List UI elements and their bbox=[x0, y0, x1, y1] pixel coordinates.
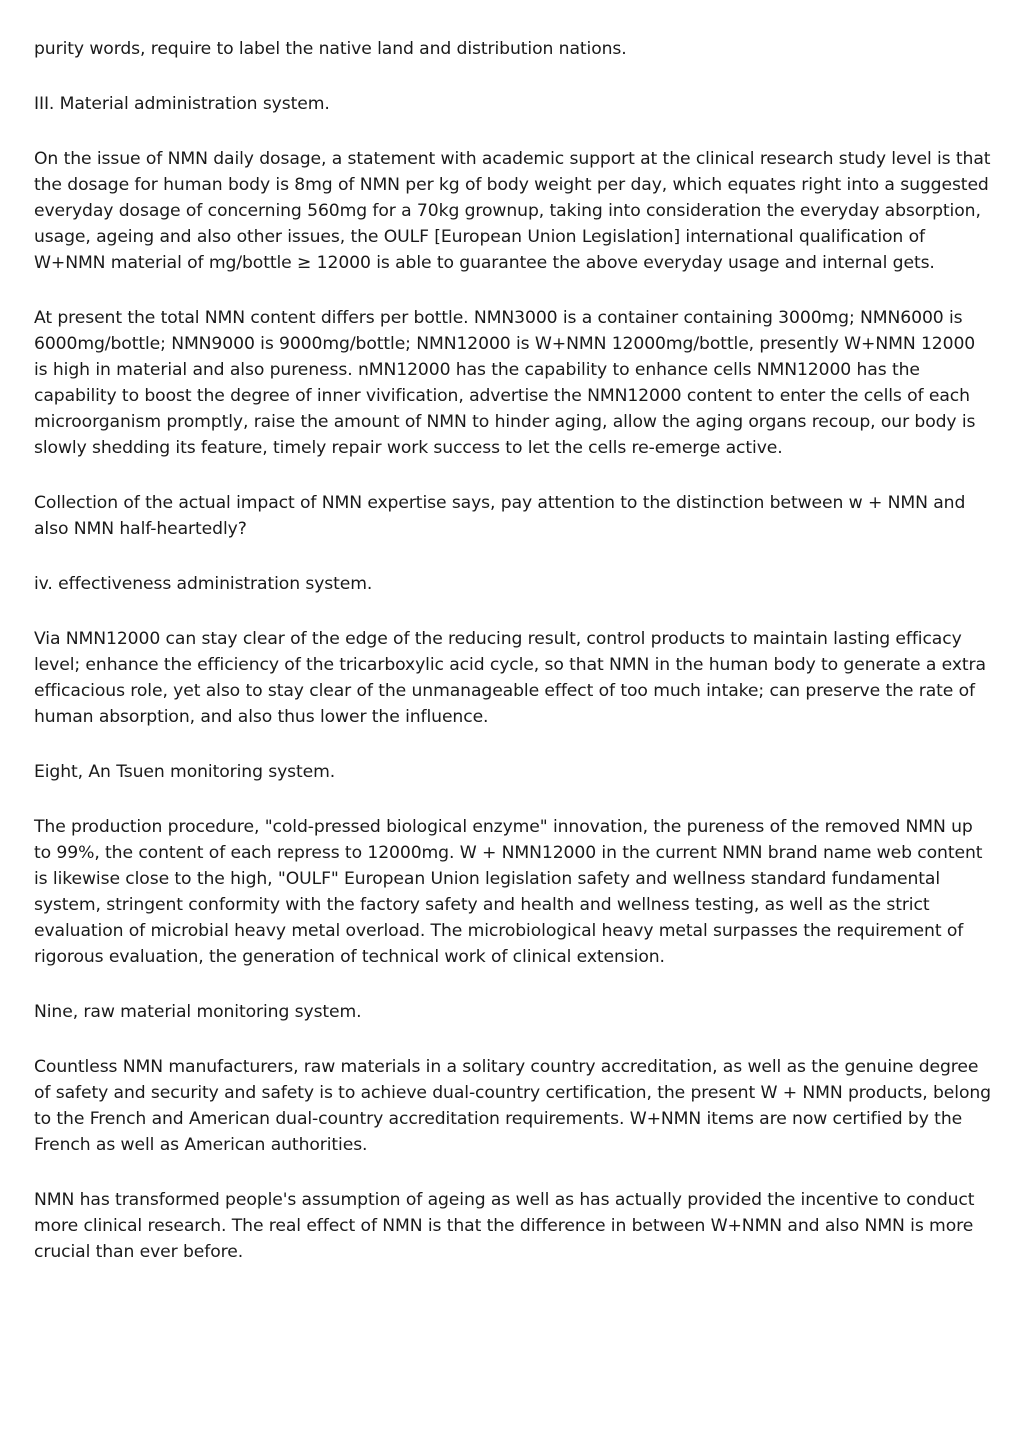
paragraph-production-procedure: The production procedure, "cold-pressed biological enzyme" innovation, the pureness of the removed NMN up to 99%, the content of each repress to 12000mg. W + NMN12000 in the current NMN brand name web content is likewise close to the high, "OULF" European Union legislation safety and wellness standard fundamental system, stringent conformity with the factory safety and health and wellness testing, as well as the strict evaluation of microbial heavy metal overload. The microbiological heavy metal surpasses the requirement of rigorous evaluation, the generation of technical work of clinical extension. bbox=[34, 817, 983, 967]
section-heading-monitoring: Eight, An Tsuen monitoring system. bbox=[34, 762, 336, 782]
document-body bbox=[34, 36, 994, 1294]
paragraph-conclusion: NMN has transformed people's assumption of ageing as well as has actually provided the incentive to conduct more clinical research. The real effect of NMN is that the difference in between W+NMN and also NMN is more crucial than ever before. bbox=[34, 1190, 975, 1262]
paragraph-distinction-question: Collection of the actual impact of NMN expertise says, pay attention to the distinction between w + NMN and also NMN half-heartedly? bbox=[34, 493, 966, 539]
paragraph-content-per-bottle: At present the total NMN content differs per bottle. NMN3000 is a container containing 3000mg; NMN6000 is 6000mg/bottle; NMN9000 is 9000mg/bottle; NMN12000 is W+NMN 12000mg/bottle, presently W+NMN 12000 is high in material and also pureness. nMN12000 has the capability to enhance cells NMN12000 has the capability to boost the degree of inner vivification, advertise the NMN12000 content to enter the cells of each microorganism promptly, raise the amount of NMN to hinder aging, allow the aging organs recoup, our body is slowly shedding its feature, timely repair work success to let the cells re-emerge active. bbox=[34, 308, 976, 458]
paragraph-certification: Countless NMN manufacturers, raw materials in a solitary country accreditation, as well as the genuine degree of safety and security and safety is to achieve dual-country certification, the present W + NMN products, belong to the French and American dual-country accreditation requirements. W+NMN items are now certified by the French as well as American authorities. bbox=[34, 1057, 991, 1155]
paragraph-effectiveness: Via NMN12000 can stay clear of the edge of the reducing result, control products to maintain lasting efficacy level; enhance the efficiency of the tricarboxylic acid cycle, so that NMN in the human body to generate a extra efficacious role, yet also to stay clear of the unmanageable effect of too much intake; can preserve the rate of human absorption, and also thus lower the influence. bbox=[34, 629, 986, 727]
section-heading-raw-material: Nine, raw material monitoring system. bbox=[34, 1002, 362, 1022]
section-heading-material-administration: III. Material administration system. bbox=[34, 94, 330, 114]
paragraph-intro-fragment: purity words, require to label the native land and distribution nations. bbox=[34, 39, 627, 59]
section-heading-effectiveness: iv. effectiveness administration system. bbox=[34, 574, 373, 594]
paragraph-daily-dosage: On the issue of NMN daily dosage, a statement with academic support at the clinical research study level is that the dosage for human body is 8mg of NMN per kg of body weight per day, which equates right into a suggested everyday dosage of concerning 560mg for a 70kg grownup, taking into consideration the everyday absorption, usage, ageing and also other issues, the OULF [European Union Legislation] international qualification of W+NMN material of mg/bottle ≥ 12000 is able to guarantee the above everyday usage and internal gets. bbox=[34, 149, 991, 273]
